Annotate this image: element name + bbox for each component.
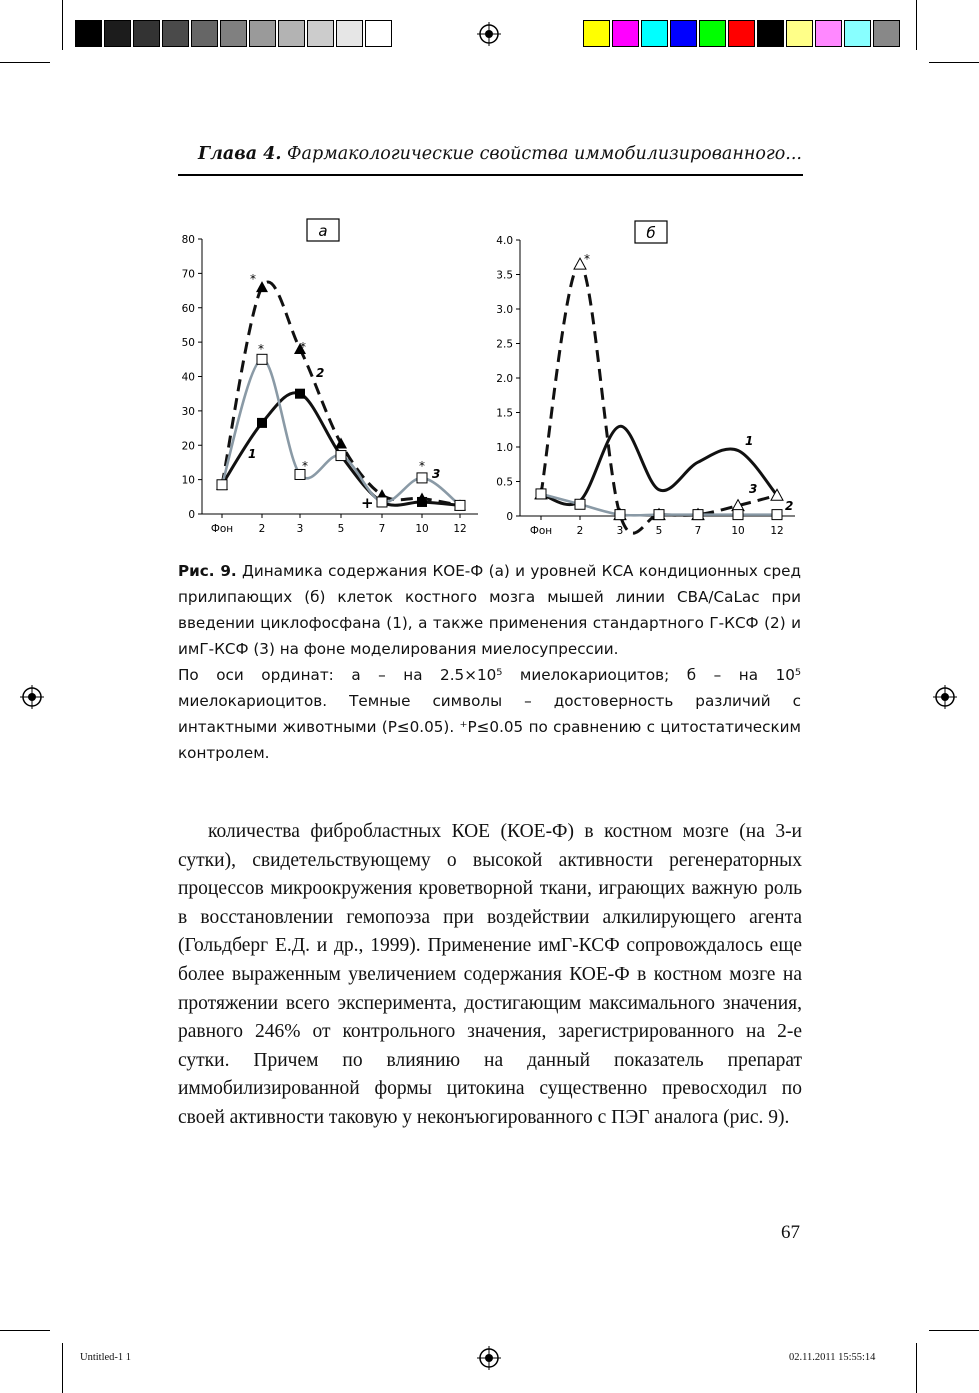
- series-line-1: [541, 426, 777, 504]
- x-tick-label: Фон: [529, 525, 553, 537]
- significance-asterisk: *: [584, 252, 590, 266]
- data-point: [377, 497, 387, 507]
- figure-9: [0, 0, 979, 560]
- x-tick-label: 2: [576, 525, 584, 537]
- chart-panel-a: [182, 234, 478, 535]
- significance-asterisk: *: [258, 342, 264, 356]
- data-point: [575, 499, 585, 509]
- data-point: [615, 510, 625, 520]
- data-point: [256, 281, 268, 292]
- data-point: [417, 473, 427, 483]
- y-tick-label: 2.5: [496, 338, 513, 351]
- crop-mark: [0, 1330, 50, 1331]
- y-tick-label: 30: [181, 405, 195, 418]
- y-tick-label: 0: [506, 511, 513, 523]
- body-paragraph: количества фибробластных КОЕ (КОЕ-Ф) в костном мозге (на 3-и сутки), свидетельствующему о высокой активности регенераторных процессов микроокружения кроветворной ткани, играющих важную роль в восстановлении гемопоэза при воздействии алкилирующего агента (Гольдберг Е.Д. и др., 1999). Применение имГ-КСФ сопровождалось еще более выраженным увеличением содержания КОЕ-Ф в костном мозге на протяжении всего эксперимента, достигающим максимального значения, равного 246% от контрольного значения, зарегистрированного на 2-е сутки. Причем по влиянию на данный показатель препарат иммобилизированной формы цитокина существенно превосходил по своей активности таковую у неконъюгированного с ПЭГ аналога (рис. 9).: [178, 821, 802, 1128]
- y-tick-label: 80: [181, 234, 195, 246]
- significance-asterisk: *: [300, 340, 306, 354]
- data-point: [295, 389, 305, 399]
- significance-asterisk: *: [419, 459, 425, 473]
- series-line-1: [222, 393, 460, 506]
- y-tick-label: 40: [181, 371, 195, 384]
- series-label-3: 3: [432, 467, 441, 481]
- x-tick-label: 12: [770, 525, 784, 537]
- x-tick-label: Фон: [210, 523, 234, 535]
- data-point: [536, 489, 546, 499]
- x-tick-label: 7: [378, 523, 386, 535]
- y-tick-label: 20: [181, 440, 195, 453]
- chapter-title: Фармакологические свойства иммобилизированного...: [287, 144, 802, 164]
- data-point: [693, 510, 703, 520]
- y-tick-label: 1.0: [496, 442, 513, 454]
- crop-mark: [929, 1330, 979, 1331]
- crosshair-circle-icon: [933, 685, 957, 709]
- significance-plus: +: [361, 494, 374, 512]
- x-tick-label: 5: [655, 525, 663, 537]
- x-tick-label: 12: [453, 523, 467, 535]
- body-text: [178, 818, 802, 1133]
- y-tick-label: 2.0: [496, 373, 513, 385]
- data-point: [336, 451, 346, 461]
- significance-asterisk: *: [302, 459, 308, 473]
- y-tick-label: 10: [181, 474, 195, 487]
- data-point: [772, 510, 782, 520]
- x-tick-label: 5: [337, 523, 345, 535]
- crosshair-circle-icon: [477, 1346, 501, 1370]
- y-tick-label: 3.0: [496, 304, 513, 316]
- series-label-2: 2: [785, 499, 794, 513]
- series-label-1: 1: [248, 447, 257, 461]
- series-label-2: 2: [316, 366, 325, 380]
- footer-timestamp: 02.11.2011 15:55:14: [789, 1352, 876, 1363]
- series-line-3: [222, 359, 460, 505]
- significance-asterisk: *: [250, 272, 256, 286]
- panel-b-label: б: [646, 224, 656, 242]
- y-tick-label: 60: [181, 302, 195, 315]
- x-tick-label: 10: [415, 523, 429, 535]
- caption-main: Динамика содержания КОЕ-Ф (а) и уровней КСА кондиционных сред прилипающих (б) клеток костного мозга мышей линии CBA/CaLac при введении циклофосфана (1), а также применения стандартного Г-КСФ (2) и имГ-КСФ (3) на фоне моделирования миелосупрессии.: [178, 562, 802, 658]
- x-tick-label: 10: [731, 525, 745, 537]
- y-tick-label: 3.5: [496, 269, 513, 282]
- caption-axis-note: По оси ординат: а – на 2.5×10⁵ миелокариоцитов; б – на 10⁵ миелокариоцитов. Темные символы – достоверность различий с интактными животными (P≤0.05). ⁺P≤0.05 по сравнению с цитостатическим контролем.: [178, 666, 801, 762]
- chart-panel-b: [496, 235, 795, 537]
- x-tick-label: 3: [296, 523, 304, 535]
- series-label-3: 3: [749, 482, 758, 496]
- y-tick-label: 70: [181, 268, 195, 281]
- data-point: [733, 510, 743, 520]
- y-tick-label: 4.0: [496, 235, 513, 247]
- y-tick-label: 1.5: [496, 407, 513, 420]
- data-point: [217, 480, 227, 490]
- y-tick-label: 50: [181, 337, 195, 350]
- data-point: [455, 500, 465, 510]
- y-tick-label: 0.5: [496, 476, 513, 489]
- panel-a-label: а: [318, 222, 328, 240]
- data-point: [654, 510, 664, 520]
- figure-caption: [178, 558, 801, 766]
- data-point: [335, 438, 347, 449]
- page-number: 67: [781, 1222, 800, 1243]
- chapter-label: Глава 4.: [198, 144, 282, 164]
- figure-label: Рис. 9.: [178, 562, 237, 580]
- x-tick-label: 2: [258, 523, 266, 535]
- data-point: [257, 418, 267, 428]
- series-label-1: 1: [745, 434, 754, 448]
- crop-mark: [916, 1343, 917, 1393]
- x-tick-label: 7: [694, 525, 702, 537]
- footer-file: Untitled-1 1: [80, 1352, 132, 1363]
- y-tick-label: 0: [188, 509, 195, 521]
- crosshair-circle-icon: [20, 685, 44, 709]
- series-line-2: [541, 264, 777, 533]
- x-tick-label: 3: [616, 525, 624, 537]
- crop-mark: [62, 1343, 63, 1393]
